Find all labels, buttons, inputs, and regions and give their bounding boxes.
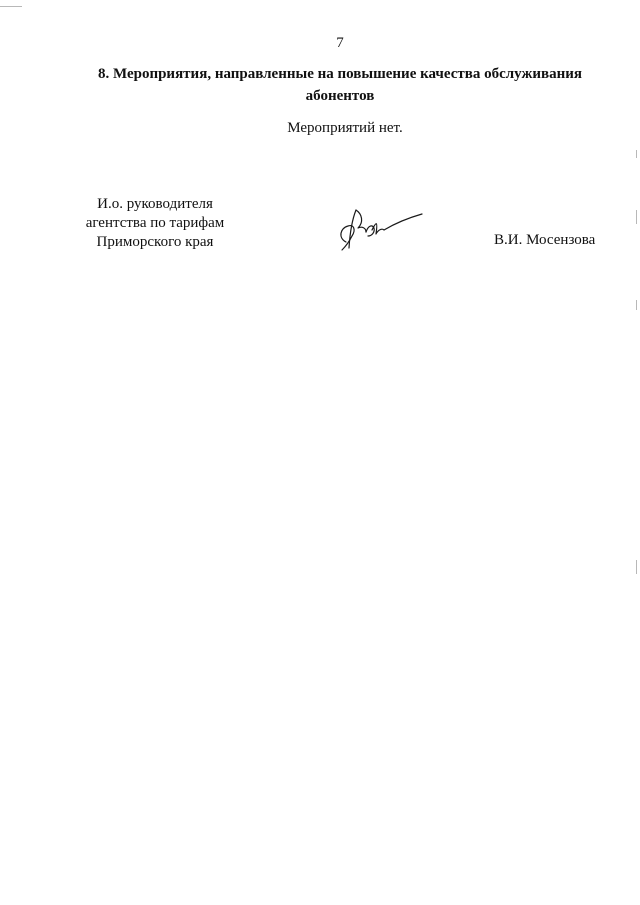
scan-edge-mark (636, 560, 637, 574)
section-heading (90, 63, 590, 107)
signatory-title-line-2: агентства по тарифам (85, 215, 225, 231)
signatory-title (60, 195, 250, 252)
section-heading-line-2: абонентов (305, 88, 375, 104)
section-heading-line-1: 8. Мероприятия, направленные на повышение качества обслуживания (97, 66, 582, 82)
signatory-name: В.И. Мосензова (494, 232, 596, 248)
section-body-text: Мероприятий нет. (287, 120, 403, 136)
scan-edge-mark (636, 150, 637, 158)
handwritten-signature (332, 200, 424, 252)
scan-edge-mark (636, 210, 637, 224)
signatory-title-line-1: И.о. руководителя (97, 196, 213, 212)
scan-edge-mark (636, 300, 637, 310)
signatory-title-line-3: Приморского края (96, 234, 214, 250)
page-number: 7 (336, 35, 344, 51)
scan-edge-mark (0, 6, 22, 7)
